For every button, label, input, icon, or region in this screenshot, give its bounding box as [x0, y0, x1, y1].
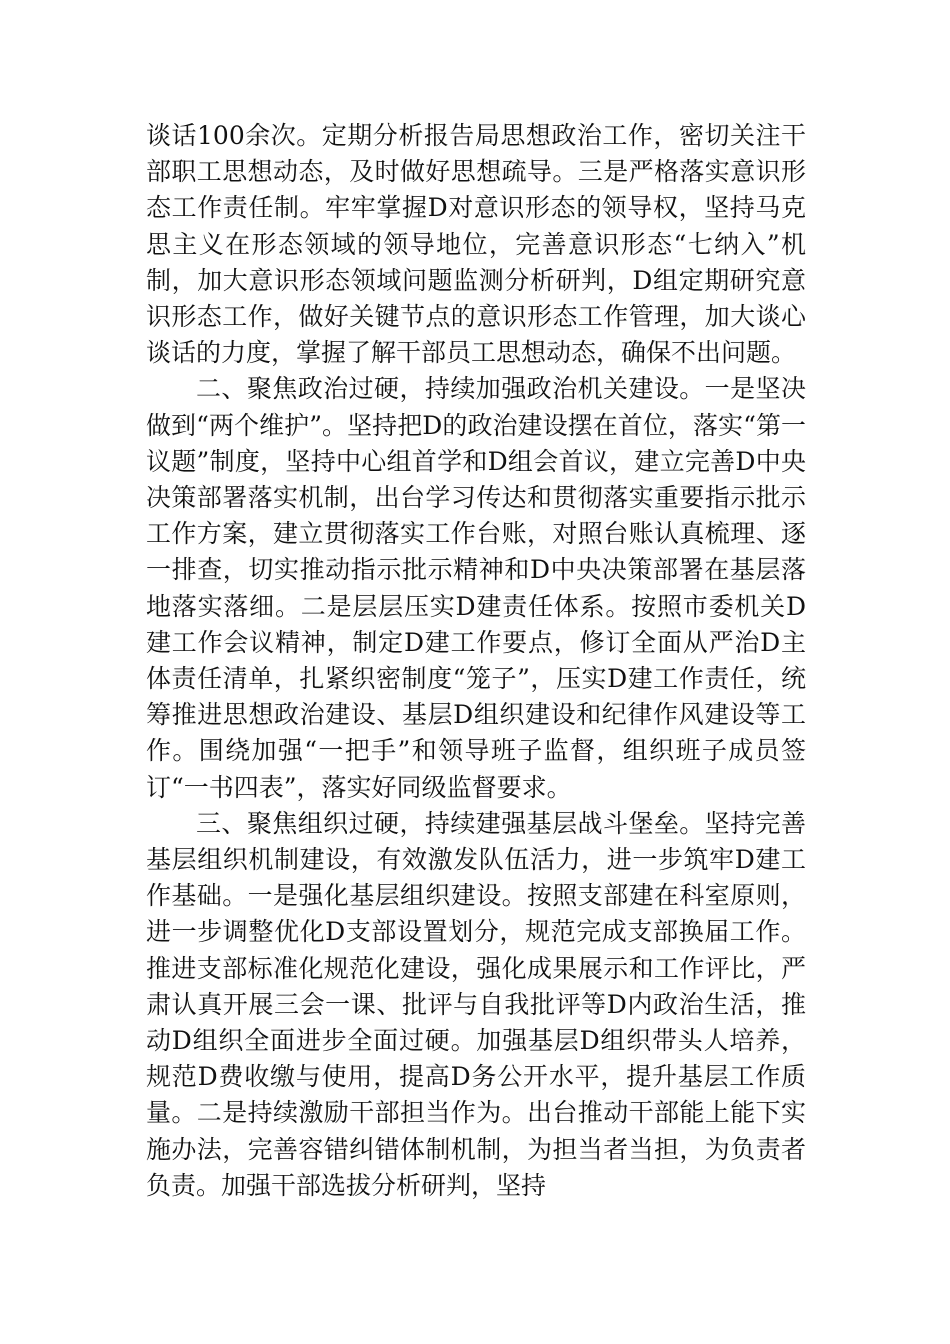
paragraph-continuation: 谈话100余次。定期分析报告局思想政治工作，密切关注干部职工思想动态，及时做好思想疏导。三是严格落实意识形态工作责任制。牢牢掌握D对意识形态的领导权，坚持马克思主义在形态领域的领导地位，完善意识形态“七纳入”机制，加大意识形态领域问题监测分析研判，D组定期研究意识形态工作，做好关键节点的意识形态工作管理，加大谈心谈话的力度，掌握了解干部员工思想动态，确保不出问题。 [146, 121, 806, 368]
paragraph-organization-building: 三、聚焦组织过硬，持续建强基层战斗堡垒。坚持完善基层组织机制建设，有效激发队伍活力，进一步筑牢D建工作基础。一是强化基层组织建设。按照支部建在科室原则，进一步调整优化D支部设置划分，规范完成支部换届工作。推进支部标准化规范化建设，强化成果展示和工作评比，严肃认真开展三会一课、批评与自我批评等D内政治生活，推动D组织全面进步全面过硬。加强基层D组织带头人培养，规范D费收缴与使用，提高D务公开水平，提升基层工作质量。二是持续激励干部担当作为。出台推动干部能上能下实施办法，完善容错纠错体制机制，为担当者当担，为负责者负责。加强干部选拔分析研判，坚持 [146, 808, 806, 1200]
document-page [146, 118, 806, 1204]
paragraph-political-building: 二、聚焦政治过硬，持续加强政治机关建设。一是坚决做到“两个维护”。坚持把D的政治建设摆在首位，落实“第一议题”制度，坚持中心组首学和D组会首议，建立完善D中央决策部署落实机制，出台学习传达和贯彻落实重要指示批示工作方案，建立贯彻落实工作台账，对照台账认真梳理、逐一排查，切实推动指示批示精神和D中央决策部署在基层落地落实落细。二是层层压实D建责任体系。按照市委机关D建工作会议精神，制定D建工作要点，修订全面从严治D主体责任清单，扎紧织密制度“笼子”，压实D建工作责任，统筹推进思想政治建设、基层D组织建设和纪律作风建设等工作。围绕加强“一把手”和领导班子监督，组织班子成员签订“一书四表”，落实好同级监督要求。 [146, 374, 806, 802]
